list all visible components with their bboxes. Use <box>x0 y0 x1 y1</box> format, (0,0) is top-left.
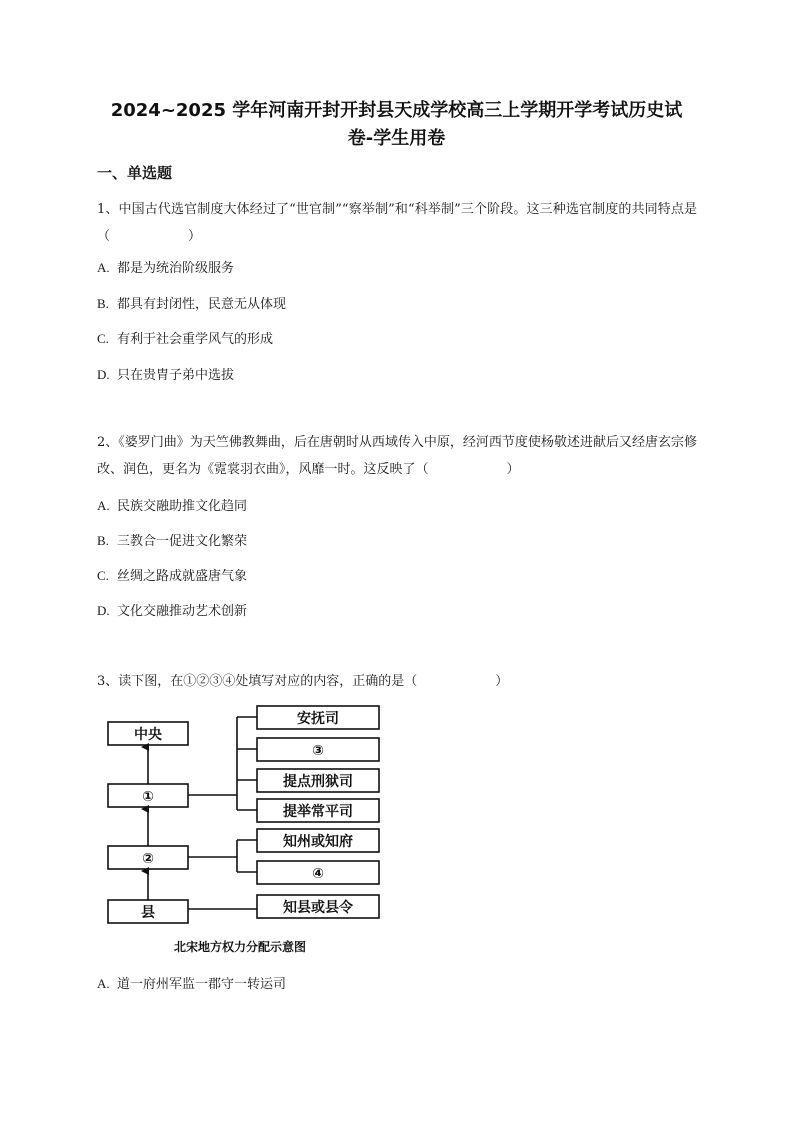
diagram-label-tiju: 提举常平司 <box>283 804 353 820</box>
question-1-option-b[interactable] <box>97 295 286 314</box>
option-text: 有利于社会重学风气的形成 <box>117 332 274 347</box>
option-text: 民族交融助推文化趋同 <box>117 499 248 514</box>
question-1-stem: 1、中国古代选官制度大体经过了“世官制”“察举制”和“科举制”三个阶段。这三种选官制度的共同特点是（ ） <box>97 202 697 244</box>
option-letter: D. <box>97 367 110 382</box>
option-letter: B. <box>97 296 109 311</box>
option-text: 三教合一促进文化繁荣 <box>117 534 248 549</box>
option-text: 丝绸之路成就盛唐气象 <box>117 569 248 584</box>
diagram-caption: 北宋地方权力分配示意图 <box>173 940 307 954</box>
option-letter: C. <box>97 568 109 583</box>
title-line-2: 卷-学生用卷 <box>347 128 446 149</box>
question-3-option-a[interactable] <box>97 975 286 994</box>
question-2-option-c[interactable] <box>97 567 247 586</box>
option-text: 文化交融推动艺术创新 <box>117 604 248 619</box>
question-2-option-d[interactable] <box>97 602 247 621</box>
option-text: 都是为统治阶级服务 <box>117 261 235 276</box>
option-text: 都具有封闭性，民意无从体现 <box>117 297 287 312</box>
diagram-label-anfu: 安抚司 <box>297 711 339 727</box>
diagram-label-3: ③ <box>312 743 324 759</box>
question-2-option-a[interactable] <box>97 497 247 516</box>
document-title <box>60 97 733 153</box>
diagram-label-zhixian: 知县或县令 <box>283 900 353 916</box>
question-1-option-c[interactable] <box>97 330 273 349</box>
diagram-label-zhizhou: 知州或知府 <box>283 834 353 850</box>
option-text: 道一府州军监一郡守一转运司 <box>117 977 287 992</box>
title-line-1: 2024~2025 学年河南开封开封县天成学校高三上学期开学考试历史试 <box>110 100 683 121</box>
diagram-label-county: 县 <box>141 905 155 921</box>
diagram-label-tidian: 提点刑狱司 <box>283 774 353 790</box>
question-1-option-a[interactable] <box>97 259 234 278</box>
option-text: 只在贵胄子弟中选拔 <box>117 368 235 383</box>
diagram-label-central: 中央 <box>134 727 162 743</box>
option-letter: A. <box>97 976 110 991</box>
diagram-label-1: ① <box>142 789 154 805</box>
question-1-option-d[interactable] <box>97 366 234 385</box>
diagram-label-2: ② <box>142 851 154 867</box>
question-2-option-b[interactable] <box>97 532 247 551</box>
option-letter: A. <box>97 260 110 275</box>
option-letter: A. <box>97 498 110 513</box>
section-heading: 一、单选题 <box>97 164 173 182</box>
option-letter: B. <box>97 533 109 548</box>
option-letter: D. <box>97 603 110 618</box>
question-3-stem: 3、读下图，在①②③④处填写对应的内容，正确的是（ ） <box>97 674 509 689</box>
question-2-stem: 2、《婆罗门曲》为天竺佛教舞曲，后在唐朝时从西域传入中原，经河西节度使杨敬述进献后又经唐玄宗修改、润色，更名为《霓裳羽衣曲》，风靡一时。这反映了（ ） <box>97 435 697 477</box>
power-distribution-diagram <box>100 698 390 963</box>
diagram-label-4: ④ <box>312 866 324 882</box>
option-letter: C. <box>97 331 109 346</box>
